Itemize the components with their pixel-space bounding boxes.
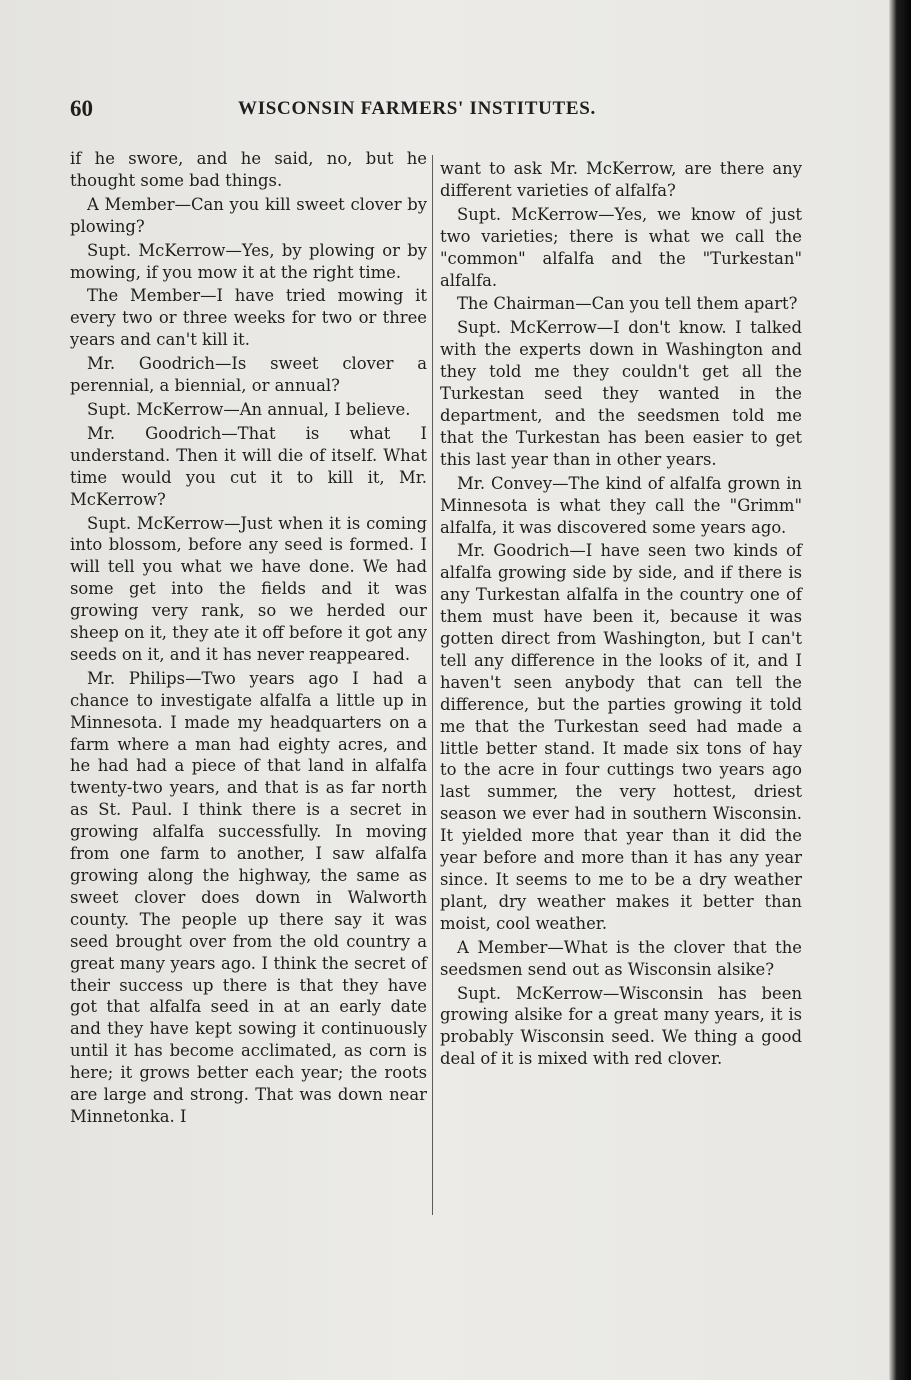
paragraph: A Member—Can you kill sweet clover by plowing? (70, 194, 427, 236)
paragraph: Supt. McKerrow—Just when it is coming into blossom, before any seed is formed. I will tell you what we have done. We had some get into the fields and it was growing very rank, so we herded our sheep on it, they ate it off before it got any seeds on it, and it has never reappeared. (70, 513, 427, 664)
paragraph: Mr. Goodrich—I have seen two kinds of alfalfa growing side by side, and if there is any Turkestan alfalfa in the country one of them must have been it, because it was gotten direct from Washington, but I can't tell any difference in the looks of it, and I haven't seen anybody that can tell the difference, but the parties growing it told me that the Turkestan seed had made a little better stand. It made six tons of hay to the acre in four cuttings two years ago last summer, the very hottest, driest season we ever had in southern Wisconsin. It yielded more that year than it did the year before and more than it has any year since. It seems to me to be a dry weather plant, dry weather makes it better than moist, cool weather. (440, 541, 802, 933)
paragraph: Mr. Convey—The kind of alfalfa grown in Minnesota is what they call the "Grimm" alfalfa, it was discovered some years ago. (440, 473, 802, 537)
paragraph: Mr. Goodrich—Is sweet clover a perennial, a biennial, or annual? (70, 354, 427, 396)
page-number: 60 (70, 96, 93, 121)
paragraph: if he swore, and he said, no, but he thought some bad things. (70, 149, 427, 190)
paragraph: A Member—What is the clover that the seedsmen send out as Wisconsin alsike? (440, 937, 802, 979)
paragraph: want to ask Mr. McKerrow, are there any different varieties of alfalfa? (440, 159, 802, 200)
page-header (70, 96, 640, 126)
paragraph: The Chairman—Can you tell them apart? (457, 294, 798, 314)
paragraph: Supt. McKerrow—An annual, I believe. (87, 399, 411, 419)
paragraph: Supt. McKerrow—Wisconsin has been growing alsike for a great many years, it is probably Wisconsin seed. We thing a good deal of it is mixed with red clover. (440, 983, 802, 1069)
paragraph: The Member—I have tried mowing it every two or three weeks for two or three years and can't kill it. (70, 286, 427, 350)
column-divider (432, 155, 433, 1215)
paragraph: Mr. Philips—Two years ago I had a chance to investigate alfalfa a little up in Minnesota. I made my headquarters on a farm where a man had eighty acres, and he had had a piece of that land in alfalfa twenty-two years, and that is as far north as St. Paul. I think there is a secret in growing alfalfa successfully. In moving from one farm to another, I saw alfalfa growing along the highway, the same as sweet clover does down in Walworth county. The people up there say it was seed brought over from the old country a great many years ago. I think the secret of their success up there is that they have got that alfalfa seed in at an early date and they have kept sowing it continuously until it has become acclimated, as corn is here; it grows better each year; the roots are large and strong. That was down near Minnetonka. I (70, 668, 427, 1126)
left-column (70, 148, 427, 1130)
paragraph: Supt. McKerrow—I don't know. I talked with the experts down in Washington and they told me they couldn't get all the Turkestan seed they wanted in the department, and the seedsmen told me that the Turkestan has been easier to get this last year than in other years. (440, 318, 802, 469)
paragraph: Supt. McKerrow—Yes, we know of just two varieties; there is what we call the "common" alfalfa and the "Turkestan" alfalfa. (440, 204, 802, 290)
right-column (440, 158, 802, 1072)
paragraph: Mr. Goodrich—That is what I understand. Then it will die of itself. What time would you cut it to kill it, Mr. McKerrow? (70, 423, 427, 509)
paragraph: Supt. McKerrow—Yes, by plowing or by mowing, if you mow it at the right time. (70, 240, 427, 282)
running-title: WISCONSIN FARMERS' INSTITUTES. (238, 98, 596, 119)
page-edge-shadow (889, 0, 911, 1380)
